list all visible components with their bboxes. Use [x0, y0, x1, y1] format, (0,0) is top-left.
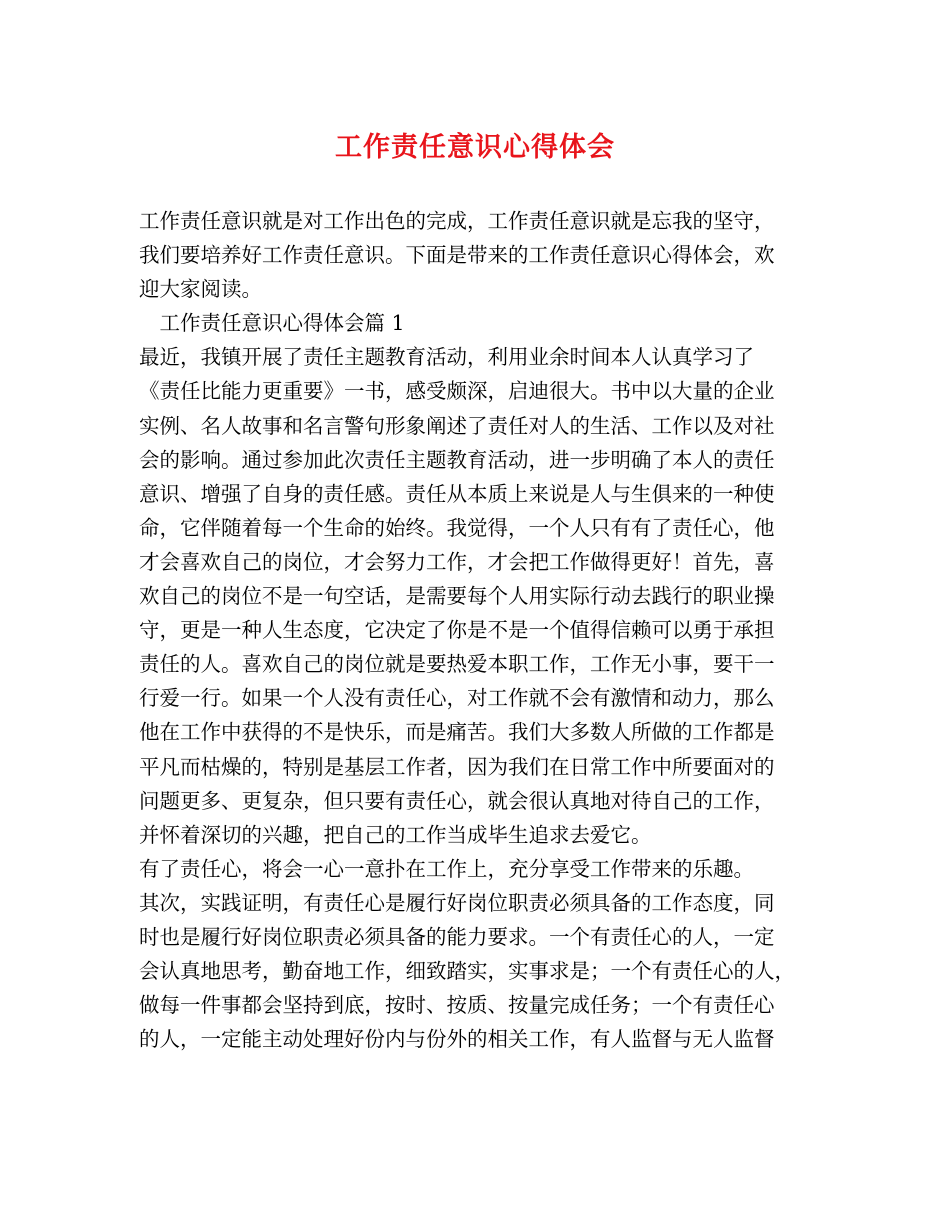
body-line: 会的影响。通过参加此次责任主题教育活动，进一步明确了本人的责任	[139, 447, 775, 472]
body-line: 我们要培养好工作责任意识。下面是带来的工作责任意识心得体会，欢	[139, 243, 775, 268]
body-line: 平凡而枯燥的，特别是基层工作者，因为我们在日常工作中所要面对的	[139, 754, 775, 779]
body-line: 迎大家阅读。	[139, 277, 262, 302]
body-line: 有了责任心，将会一心一意扑在工作上，充分享受工作带来的乐趣。	[139, 856, 754, 881]
body-line: 他在工作中获得的不是快乐，而是痛苦。我们大多数人所做的工作都是	[139, 720, 775, 745]
body-line: 才会喜欢自己的岗位，才会努力工作，才会把工作做得更好！首先，喜	[139, 549, 775, 574]
body-line: 《责任比能力更重要》一书，感受颇深，启迪很大。书中以大量的企业	[139, 379, 775, 404]
body-line: 时也是履行好岗位职责必须具备的能力要求。一个有责任心的人，一定	[139, 924, 775, 949]
body-line: 命，它伴随着每一个生命的始终。我觉得，一个人只有有了责任心，他	[139, 515, 775, 540]
body-line: 工作责任意识心得体会篇 1	[139, 311, 405, 336]
body-line: 做每一件事都会坚持到底，按时、按质、按量完成任务；一个有责任心	[139, 993, 775, 1018]
body-line: 行爱一行。如果一个人没有责任心，对工作就不会有激情和动力，那么	[139, 686, 775, 711]
body-line: 会认真地思考，勤奋地工作，细致踏实，实事求是；一个有责任心的人，	[139, 959, 795, 984]
body-line: 欢自己的岗位不是一句空话，是需要每个人用实际行动去践行的职业操	[139, 584, 775, 609]
body-line: 责任的人。喜欢自己的岗位就是要热爱本职工作，工作无小事，要干一	[139, 652, 775, 677]
body-line: 并怀着深切的兴趣，把自己的工作当成毕生追求去爱它。	[139, 822, 652, 847]
body-line: 的人，一定能主动处理好份内与份外的相关工作，有人监督与无人监督	[139, 1027, 775, 1052]
body-line: 守，更是一种人生态度，它决定了你是不是一个值得信赖可以勇于承担	[139, 618, 775, 643]
body-line: 工作责任意识就是对工作出色的完成，工作责任意识就是忘我的坚守，	[139, 209, 775, 233]
document-body	[139, 204, 829, 1056]
body-line: 意识、增强了自身的责任感。责任从本质上来说是人与生俱来的一种使	[139, 481, 775, 506]
body-line: 问题更多、更复杂，但只要有责任心，就会很认真地对待自己的工作，	[139, 788, 775, 813]
body-line: 最近，我镇开展了责任主题教育活动，利用业余时间本人认真学习了	[139, 345, 754, 370]
body-line: 实例、名人故事和名言警句形象阐述了责任对人的生活、工作以及对社	[139, 413, 775, 438]
body-line: 其次，实践证明，有责任心是履行好岗位职责必须具备的工作态度，同	[139, 890, 775, 915]
document-title: 工作责任意识心得体会	[335, 132, 615, 163]
